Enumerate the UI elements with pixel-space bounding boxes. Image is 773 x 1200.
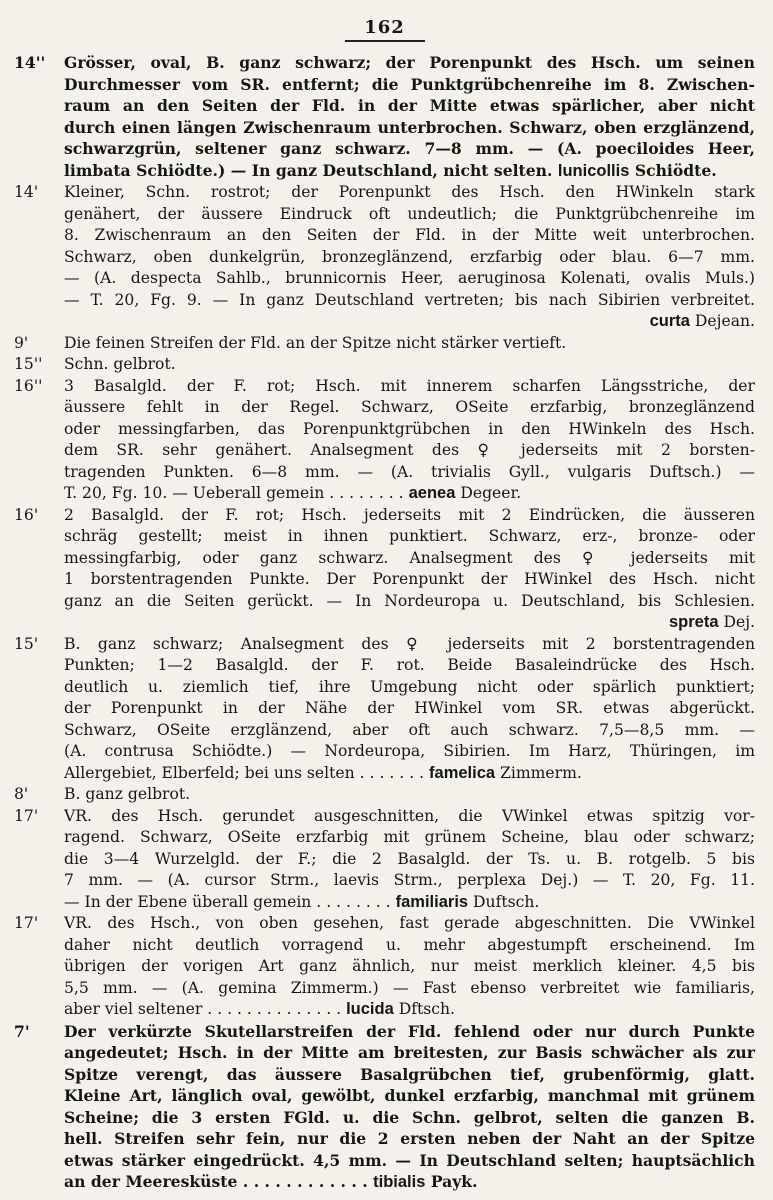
text-line: ganz an die Seiten gerückt. — In Nordeuropa u. Deutschland, bis Schlesien. <box>64 591 755 610</box>
text-line: 3 Basalgld. der F. rot; Hsch. mit innerem scharfen Längsstriche, der <box>64 376 755 395</box>
key-entry <box>14 913 755 1021</box>
text-line: messingfarbig, oder ganz schwarz. Analsegment des ♀ jederseits mit <box>64 548 755 567</box>
page-number: 162 <box>364 17 405 38</box>
text-line: durch einen längen Zwischenraum unterbrochen. Schwarz, oben erzglänzend, <box>64 117 755 137</box>
text-line: tragenden Punkten. 6—8 mm. — (A. trivialis Gyll., vulgaris Duftsch.) — <box>64 462 755 481</box>
key-entries <box>14 52 755 1194</box>
species-name: lucida <box>346 1000 394 1018</box>
text-line: T. 20, Fg. 10. — Ueberall gemein . . . . . . . . aenea Degeer. <box>64 484 522 502</box>
key-entry <box>14 376 755 505</box>
text-line: Kleine Art, länglich oval, gewölbt, dunkel erzfarbig, manchmal mit grünem <box>64 1086 755 1105</box>
key-code: 14' <box>14 183 39 201</box>
key-code: 15'' <box>14 355 43 373</box>
text-line: übrigen der vorigen Art ganz ähnlich, nur meist merklich kleiner. 4,5 bis <box>64 957 755 975</box>
key-code: 8' <box>14 785 29 803</box>
text-line: Scheine; die 3 ersten FGld. u. die Schn. gelbrot, selten die ganzen B. <box>64 1107 755 1127</box>
text-line: Punkten; 1—2 Basalgld. der F. rot. Beide Basaleindrücke des Hsch. <box>64 656 755 674</box>
species-name: tibialis <box>373 1173 426 1191</box>
species-name: aenea <box>408 484 456 502</box>
text-line: — (A. despecta Sahlb., brunnicornis Heer, aeruginosa Kolenati, ovalis Muls.) <box>64 269 755 287</box>
key-entry <box>14 354 755 376</box>
text-line: B. ganz gelbrot. <box>64 785 191 803</box>
text-line: oder messingfarben, das Porenpunktgrübchen in den HWinkeln des Hsch. <box>64 419 755 438</box>
text-line: Spitze verengt, das äussere Basalgrübchen tief, grubenförmig, glatt. <box>64 1064 755 1084</box>
key-code: 16'' <box>14 376 43 395</box>
text-line: 1 borstentragenden Punkte. Der Porenpunkt der HWinkel des Hsch. nicht <box>64 570 755 588</box>
text-line: 2 Basalgld. der F. rot; Hsch. jederseits mit 2 Eindrücken, die äusseren <box>64 505 755 524</box>
text-line: (A. contrusa Schiödte.) — Nordeuropa, Sibirien. Im Harz, Thüringen, im <box>64 742 755 760</box>
text-line: 5,5 mm. — (A. gemina Zimmerm.) — Fast ebenso verbreitet wie familiaris, <box>64 978 755 997</box>
text-line: Allergebiet, Elberfeld; bei uns selten . . . . . . . famelica Zimmerm. <box>64 763 582 782</box>
species-name: curta <box>649 312 690 330</box>
text-line: genähert, der äussere Eindruck oft undeutlich; die Punktgrübchenreihe im <box>64 204 755 223</box>
text-line: B. ganz schwarz; Analsegment des ♀ jederseits mit 2 borstentragenden <box>64 634 755 653</box>
key-entry <box>14 182 755 333</box>
text-line: deutlich u. ziemlich tief, ihre Umgebung nicht oder spärlich punktiert; <box>64 677 755 696</box>
key-code: 15' <box>14 634 39 653</box>
text-line: VR. des Hsch., von oben gesehen, fast gerade abgeschnitten. Die VWinkel <box>64 914 755 932</box>
key-entry <box>14 806 755 914</box>
species-name: spreta <box>668 613 719 631</box>
key-entry <box>14 505 755 634</box>
text-line: Schn. gelbrot. <box>64 355 176 373</box>
key-entry <box>14 52 755 182</box>
text-line: curta Dejean. <box>649 312 755 330</box>
species-name: familiaris <box>395 892 469 911</box>
key-code: 17' <box>14 806 39 825</box>
key-code: 17' <box>14 914 39 932</box>
header-rule <box>345 40 425 42</box>
text-line: Der verkürzte Skutellarstreifen der Fld. fehlend oder nur durch Punkte <box>64 1021 755 1041</box>
text-line: angedeutet; Hsch. in der Mitte am breitesten, zur Basis schwächer als zur <box>64 1043 755 1062</box>
key-entry <box>14 333 755 355</box>
species-name: lunicollis <box>557 161 630 180</box>
text-line: äussere fehlt in der Regel. Schwarz, OSeite erzfarbig, bronzeglänzend <box>64 398 755 416</box>
text-line: limbata Schiödte.) — In ganz Deutschland, nicht selten. lunicollis Schiödte. <box>64 160 717 180</box>
text-line: an der Meeresküste . . . . . . . . . . . . tibialis Payk. <box>64 1172 478 1191</box>
key-code: 16' <box>14 505 39 524</box>
key-entry <box>14 634 755 785</box>
text-line: hell. Streifen sehr fein, nur die 2 ersten neben der Naht an der Spitze <box>64 1129 755 1148</box>
text-line: spreta Dej. <box>668 613 755 631</box>
key-entry <box>14 784 755 806</box>
text-line: Schwarz, oben dunkelgrün, bronzeglänzend, erzfarbig oder blau. 6—7 mm. <box>64 247 755 266</box>
text-line: Durchmesser vom SR. entfernt; die Punktgrübchenreihe im 8. Zwischen- <box>64 74 755 94</box>
key-code: 14'' <box>14 53 46 72</box>
text-line: Die feinen Streifen der Fld. an der Spitze nicht stärker vertieft. <box>64 333 567 352</box>
text-line: VR. des Hsch. gerundet ausgeschnitten, die VWinkel etwas spitzig vor- <box>64 806 755 825</box>
key-code: 9' <box>14 333 29 352</box>
text-line: der Porenpunkt in der Nähe der HWinkel vom SR. etwas abgerückt. <box>64 699 755 717</box>
text-line: daher nicht deutlich vorragend u. mehr abgestumpft erscheinend. Im <box>64 935 755 954</box>
species-name: famelica <box>429 763 496 782</box>
text-line: etwas stärker eingedrückt. 4,5 mm. — In Deutschland selten; hauptsächlich <box>64 1150 755 1170</box>
text-line: — T. 20, Fg. 9. — In ganz Deutschland vertreten; bis nach Sibirien verbreitet. <box>64 290 755 309</box>
key-entry <box>14 1021 755 1194</box>
key-code: 7' <box>14 1021 30 1041</box>
text-line: schräg gestellt; meist in ihnen punktiert. Schwarz, erz-, bronze- oder <box>64 527 755 545</box>
text-line: Grösser, oval, B. ganz schwarz; der Porenpunkt des Hsch. um seinen <box>64 53 755 72</box>
text-line: Schwarz, OSeite erzglänzend, aber oft auch schwarz. 7,5—8,5 mm. — <box>64 720 755 739</box>
text-line: raum an den Seiten der Fld. in der Mitte etwas spärlicher, aber nicht <box>64 96 755 115</box>
text-line: Kleiner, Schn. rostrot; der Porenpunkt des Hsch. den HWinkeln stark <box>64 183 755 201</box>
text-line: dem SR. sehr genähert. Analsegment des ♀ jederseits mit 2 borsten- <box>64 441 755 459</box>
text-line: aber viel seltener . . . . . . . . . . . . . . lucida Dftsch. <box>64 1000 455 1018</box>
text-line: ragend. Schwarz, OSeite erzfarbig mit grünem Scheine, blau oder schwarz; <box>64 828 755 846</box>
text-line: die 3—4 Wurzelgld. der F.; die 2 Basalgld. der Ts. u. B. rotgelb. 5 bis <box>64 849 755 868</box>
text-line: — In der Ebene überall gemein . . . . . . . . familiaris Duftsch. <box>64 892 540 911</box>
text-line: 8. Zwischenraum an den Seiten der Fld. in der Mitte weit unterbrochen. <box>64 226 755 244</box>
text-line: 7 mm. — (A. cursor Strm., laevis Strm., perplexa Dej.) — T. 20, Fg. 11. <box>64 871 755 889</box>
text-line: schwarzgrün, seltener ganz schwarz. 7—8 mm. — (A. poeciloides Heer, <box>64 139 755 158</box>
